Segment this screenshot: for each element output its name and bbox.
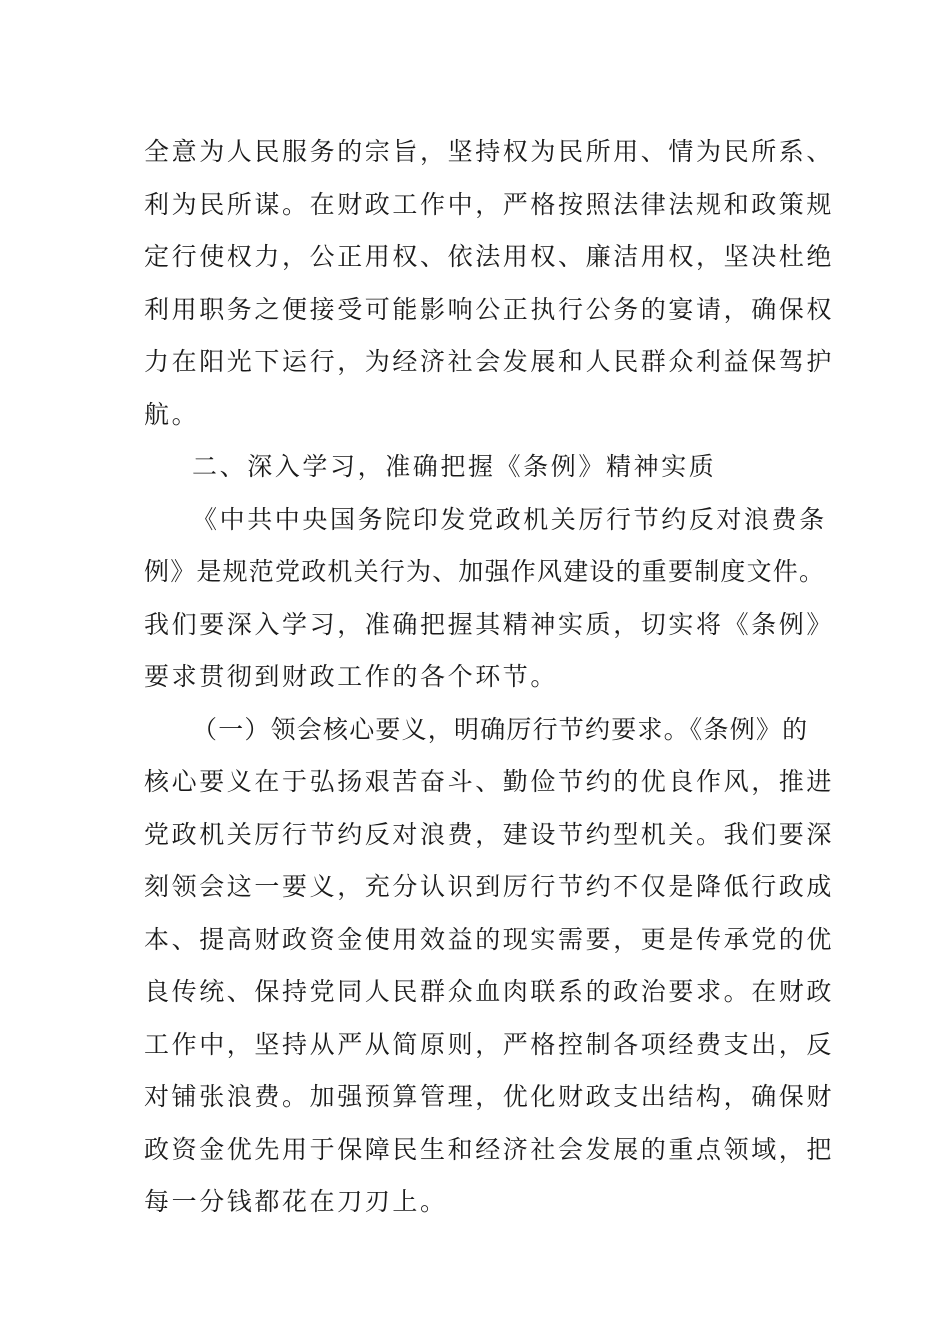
paragraph-regulation-intro <box>144 494 835 704</box>
text-line: 党政机关厉行节约反对浪费，建设节约型机关。我们要深 <box>144 819 835 849</box>
text-line: 《中共中央国务院印发党政机关厉行节约反对浪费条 <box>192 504 827 534</box>
text-line: 政资金优先用于保障民生和经济社会发展的重点领域，把 <box>144 1134 835 1164</box>
text-line: 我们要深入学习，准确把握其精神实质，切实将《条例》 <box>144 609 835 639</box>
text-line: 航。 <box>144 399 200 429</box>
text-line: 力在阳光下运行，为经济社会发展和人民群众利益保驾护 <box>144 347 835 376</box>
text-line: 本、提高财政资金使用效益的现实需要，更是传承党的优 <box>144 924 835 954</box>
text-line: 对铺张浪费。加强预算管理，优化财政支出结构，确保财 <box>144 1082 835 1111</box>
text-line: 定行使权力，公正用权、依法用权、廉洁用权，坚决杜绝 <box>144 242 835 271</box>
text-line: 工作中，坚持从严从简原则，严格控制各项经费支出，反 <box>144 1029 835 1059</box>
text-line: 刻领会这一要义，充分认识到厉行节约不仅是降低行政成 <box>144 872 835 901</box>
text-line: 核心要义在于弘扬艰苦奋斗、勤俭节约的优良作风，推进 <box>144 767 835 796</box>
section-heading <box>144 441 806 494</box>
text-line: （一）领会核心要义，明确厉行节约要求。《条例》的 <box>192 714 809 744</box>
text-line: 利用职务之便接受可能影响公正执行公务的宴请，确保权 <box>144 294 835 324</box>
text-line: 要求贯彻到财政工作的各个环节。 <box>144 662 559 691</box>
section-heading-text: 二、深入学习，准确把握《条例》精神实质 <box>192 452 717 481</box>
text-line: 每一分钱都花在刀刃上。 <box>144 1187 448 1216</box>
text-line: 例》是规范党政机关行为、加强作风建设的重要制度文件。 <box>144 557 826 586</box>
document-body <box>144 126 835 1229</box>
text-line: 全意为人民服务的宗旨，坚持权为民所用、情为民所系、 <box>144 137 835 166</box>
paragraph-continuation <box>144 126 835 441</box>
paragraph-subsection-1 <box>144 704 835 1229</box>
text-line: 利为民所谋。在财政工作中，严格按照法律法规和政策规 <box>144 189 835 219</box>
text-line: 良传统、保持党同人民群众血肉联系的政治要求。在财政 <box>144 977 835 1006</box>
